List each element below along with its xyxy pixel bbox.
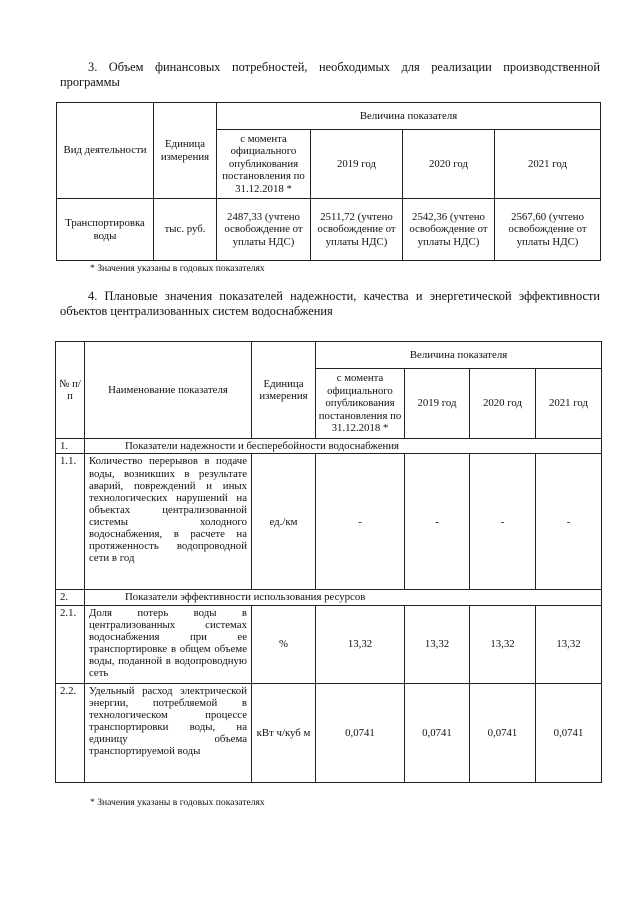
header-indicator-name: Наименование показателя [85, 342, 252, 439]
section-4-heading: 4. Плановые значения показателей надежности, качества и энергетической эффективности объектов централизованных систем водоснабжения [60, 289, 600, 318]
header-unit: Единица измерения [154, 103, 217, 199]
header-number: № п/п [56, 342, 85, 439]
value-2020: 13,32 [470, 605, 536, 683]
table-row [57, 199, 601, 261]
header-value-group: Величина показателя [217, 103, 601, 130]
footnote: * Значения указаны в годовых показателях [90, 263, 265, 274]
indicators-table [55, 341, 602, 783]
section-title: Показатели эффективности использования ресурсов [85, 590, 602, 605]
value-since: - [316, 454, 405, 590]
indicator-name: Доля потерь воды в централизованных системах водоснабжения при ее транспортировке в общем объеме воды, поданной в водопроводную сеть [85, 605, 252, 683]
header-2020: 2020 год [470, 369, 536, 439]
header-2019: 2019 год [311, 130, 403, 199]
value-2021: - [536, 454, 602, 590]
header-2021: 2021 год [536, 369, 602, 439]
header-value-group: Величина показателя [316, 342, 602, 369]
value-2019: 13,32 [405, 605, 470, 683]
table-row [56, 454, 602, 590]
row-number: 1.1. [56, 454, 85, 590]
cell-since: 2487,33 (учтено освобождение от уплаты НДС) [217, 199, 311, 261]
header-2021: 2021 год [495, 130, 601, 199]
cell-2020: 2542,36 (учтено освобождение от уплаты НДС) [403, 199, 495, 261]
value-since: 0,0741 [316, 683, 405, 782]
section-title: Показатели надежности и бесперебойности водоснабжения [85, 439, 602, 454]
value-2020: 0,0741 [470, 683, 536, 782]
header-since-publication: с момента официального опубликования постановления по 31.12.2018 * [316, 369, 405, 439]
value-2019: 0,0741 [405, 683, 470, 782]
indicator-unit: ед./км [252, 454, 316, 590]
value-2021: 0,0741 [536, 683, 602, 782]
table-row [56, 605, 602, 683]
row-number: 2. [56, 590, 85, 605]
section-row [56, 439, 602, 454]
table-row [56, 683, 602, 782]
indicator-name: Удельный расход электрической энергии, потребляемой в технологическом процессе транспортировки воды, на единицу объема транспортируемой воды [85, 683, 252, 782]
footnote: * Значения указаны в годовых показателях [90, 797, 265, 808]
value-2019: - [405, 454, 470, 590]
row-number: 2.1. [56, 605, 85, 683]
header-activity: Вид деятельности [57, 103, 154, 199]
section-row [56, 590, 602, 605]
header-2020: 2020 год [403, 130, 495, 199]
cell-2021: 2567,60 (учтено освобождение от уплаты НДС) [495, 199, 601, 261]
cell-2019: 2511,72 (учтено освобождение от уплаты НДС) [311, 199, 403, 261]
cell-unit: тыс. руб. [154, 199, 217, 261]
value-since: 13,32 [316, 605, 405, 683]
row-number: 1. [56, 439, 85, 454]
indicator-unit: кВт ч/куб м [252, 683, 316, 782]
indicator-unit: % [252, 605, 316, 683]
header-since-publication: с момента официального опубликования постановления по 31.12.2018 * [217, 130, 311, 199]
header-2019: 2019 год [405, 369, 470, 439]
financial-needs-table [56, 102, 601, 261]
section-3-heading: 3. Объем финансовых потребностей, необходимых для реализации производственной программы [60, 60, 600, 89]
cell-activity: Транспортировка воды [57, 199, 154, 261]
indicator-name: Количество перерывов в подаче воды, возникших в результате аварий, повреждений и иных технологических нарушений на объектах централизованной системы холодного водоснабжения, в расчете на протяженность водопроводной сети в год [85, 454, 252, 590]
value-2020: - [470, 454, 536, 590]
header-unit: Единица измерения [252, 342, 316, 439]
value-2021: 13,32 [536, 605, 602, 683]
row-number: 2.2. [56, 683, 85, 782]
